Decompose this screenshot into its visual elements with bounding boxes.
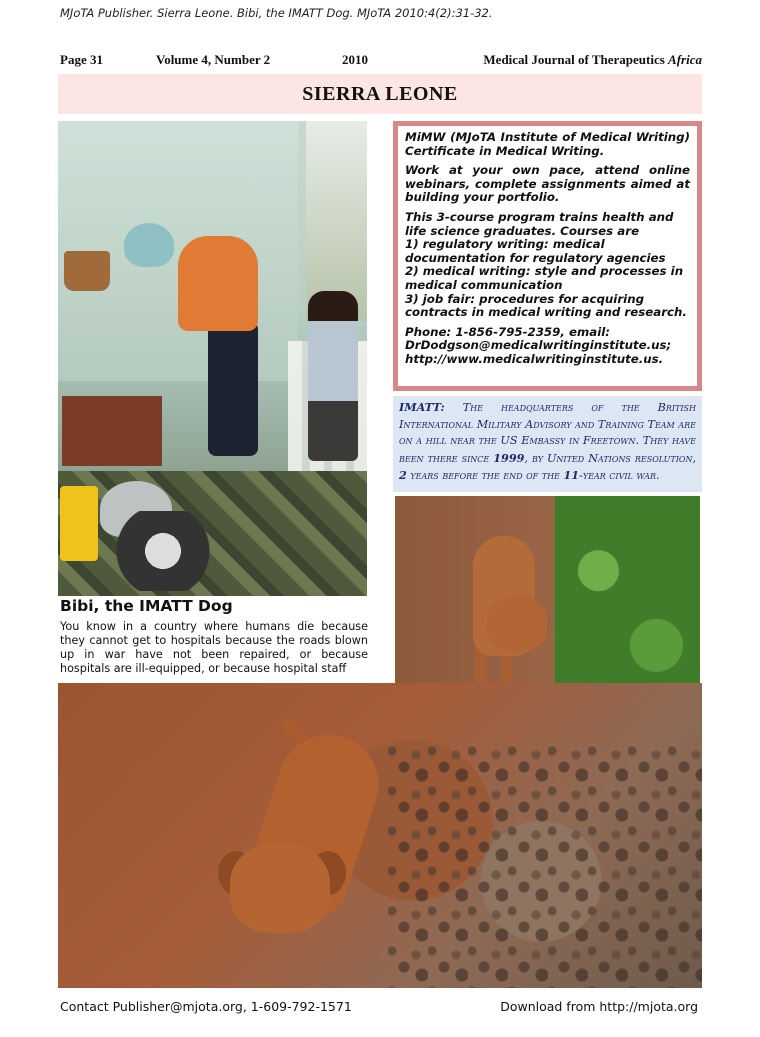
imatt-text-3: years before the end of the <box>410 469 560 482</box>
photo-woman-head <box>124 223 174 267</box>
mimw-contact: Phone: 1-856-795-2359, email: DrDodgson@medicalwritinginstitute.us; http://www.medicalwritinginstitute.us. <box>405 324 672 366</box>
photo-stove <box>113 511 213 591</box>
cooking-scene-photo <box>58 121 367 596</box>
photo-table <box>62 396 162 466</box>
photo-woman-legs <box>208 321 258 456</box>
photo-basket <box>64 251 110 291</box>
article-title: Bibi, the IMATT Dog <box>60 597 233 615</box>
volume-number: Volume 4, Number 2 <box>156 52 271 67</box>
journal-title: Medical Journal of Therapeutics <box>483 52 665 67</box>
running-head: MJoTA Publisher. Sierra Leone. Bibi, the IMATT Dog. MJoTA 2010:4(2):31-32. <box>60 6 493 20</box>
mimw-courses <box>405 211 690 320</box>
mimw-course-2: 2) medical writing: style and processes in medical communication <box>405 264 684 292</box>
mimw-heading: MiMW (MJoTA Institute of Medical Writing) Certificate in Medical Writing. <box>405 130 690 158</box>
dog-on-dirt-photo <box>58 683 702 988</box>
mimw-ad-box <box>393 121 702 391</box>
article-text: You know in a country where humans die because they cannot get to hospitals because the roads blown up in war have not been repaired, or because hospitals are ill-equipped, or because hospital staff <box>60 620 368 675</box>
mimw-pace: Work at your own pace, attend online webinars, complete assignments aimed at building your portfolio. <box>405 163 690 205</box>
journal-name <box>483 52 702 68</box>
imatt-war-length: 11 <box>563 468 580 482</box>
section-banner <box>58 74 702 114</box>
imatt-label: IMATT: <box>399 400 445 414</box>
mimw-course-3: 3) job fair: procedures for acquiring contracts in medical writing and research. <box>405 291 687 320</box>
imatt-text-4: -year civil war. <box>579 469 660 482</box>
photo-dog-head <box>230 843 330 933</box>
banner-title: SIERRA LEONE <box>302 82 458 105</box>
mimw-course-1: 1) regulatory writing: medical documentation for regulatory agencies <box>405 237 666 265</box>
mimw-courses-intro: This 3-course program trains health and life science graduates. Courses are <box>405 209 674 238</box>
photo-boy <box>308 291 358 461</box>
footer-download: Download from http://mjota.org <box>500 999 698 1014</box>
photo-pebbles <box>388 743 702 988</box>
imatt-text-2: , by United Nations resolution, <box>524 451 697 465</box>
imatt-text-1: The headquarters of the British International Military Advisory and Training Team are on a hill near the US Embassy in Freetown. They have been there since <box>399 401 697 465</box>
page-number: Page 31 <box>60 52 103 67</box>
photo-dog-head <box>487 596 547 651</box>
photo-jerrycan <box>60 486 98 561</box>
journal-region: Africa <box>668 52 702 67</box>
imatt-years-before: 2 <box>399 468 407 482</box>
publication-year: 2010 <box>342 52 368 67</box>
imatt-year: 1999 <box>493 450 525 465</box>
page-meta-bar <box>60 52 702 68</box>
footer-contact: Contact Publisher@mjota.org, 1-609-792-1571 <box>60 999 352 1014</box>
imatt-info-box <box>393 396 702 492</box>
photo-woman-body <box>178 236 258 331</box>
